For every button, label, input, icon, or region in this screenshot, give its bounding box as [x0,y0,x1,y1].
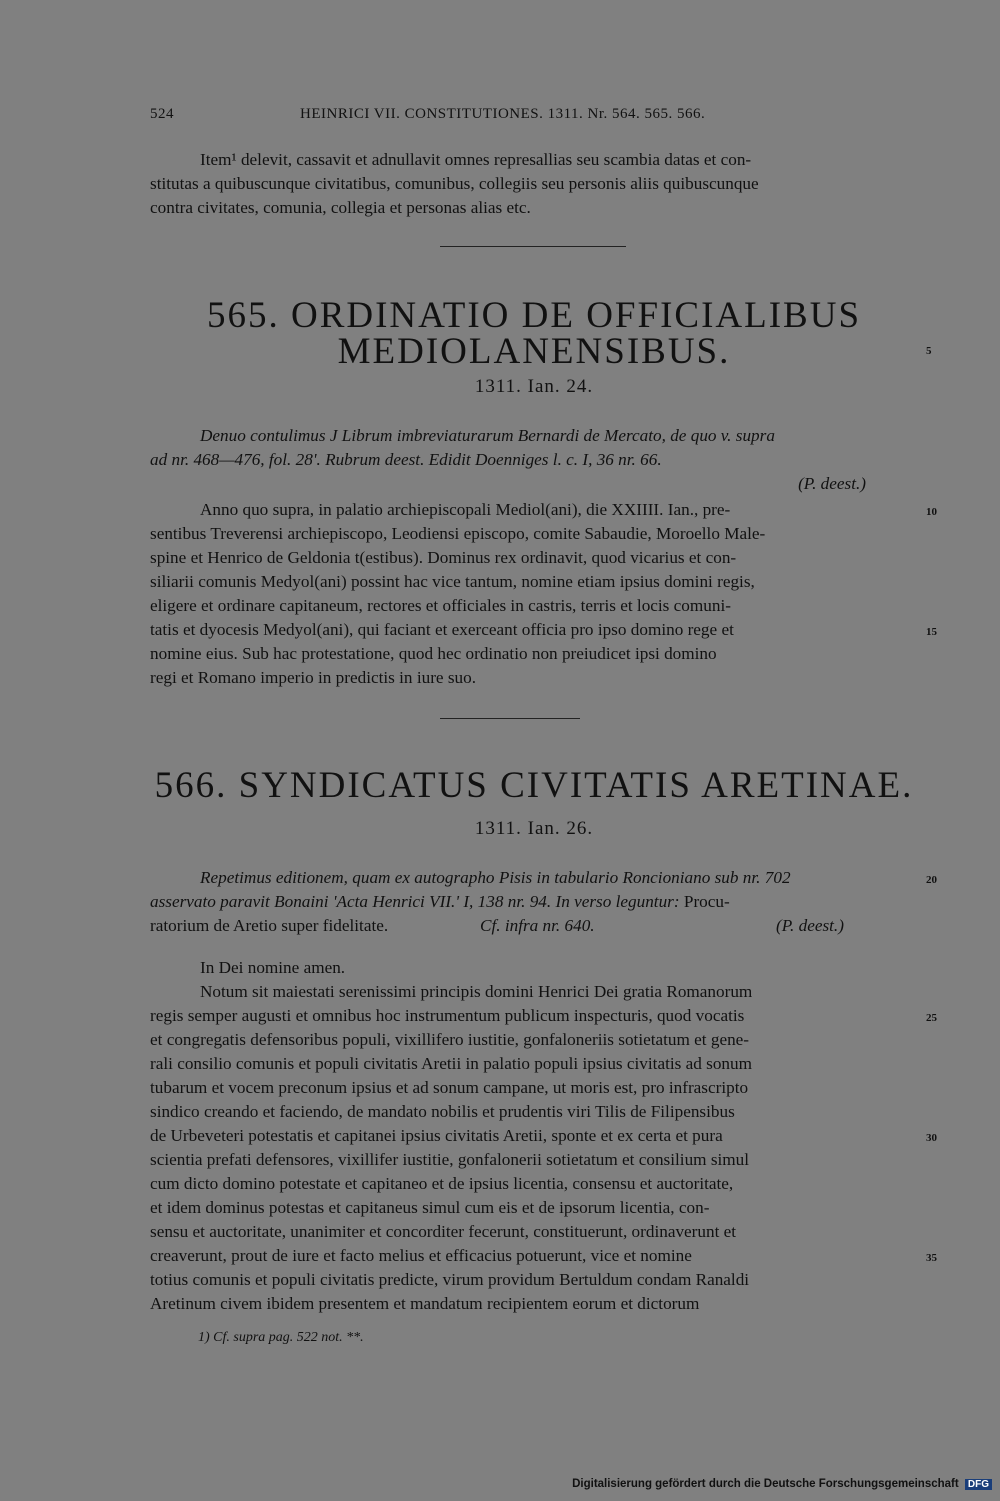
text-line: contra civitates, comunia, collegia et personas alias etc. [150,198,531,217]
text-line: Aretinum civem ibidem presentem et mandatum recipientem eorum et dictorum [150,1294,700,1313]
text-span: Cf. infra nr. 640. [480,916,595,935]
text-line: de Urbeveteri potestatis et capitanei ipsius civitatis Aretii, sponte et ex certa et pura [150,1126,723,1145]
doc566-source-note [150,866,918,938]
digitization-credit [572,1478,992,1490]
text-line: Repetimus editionem, quam ex autographo Pisis in tabulario Roncioniano sub nr. 702 [200,868,791,887]
text-line: et congregatis defensoribus populi, vixillifero iustitie, gonfaloneriis sotietatum et gene- [150,1030,750,1049]
text-span: Procu- [683,892,730,911]
text-line: scientia prefati defensores, vixillifer iustitie, gonfalonerii sotietatum et consilium simul [150,1150,750,1169]
doc566-date: 1311. Ian. 26. [474,818,594,839]
section-divider [440,718,580,719]
text-line: Denuo contulimus J Librum imbreviaturarum Bernardi de Mercato, de quo v. supra [200,426,775,445]
doc566-text [150,956,918,1316]
text-line: tubarum et vocem preconum ipsius et ad sonum campane, ut moris est, pro infrascripto [150,1078,749,1097]
text-span: (P. deest.) [776,916,844,935]
text-line: sindico creando et faciendo, de mandato nobilis et prudentis viri Tilis de Filipensibus [150,1102,735,1121]
doc565-title-line2: MEDIOLANENSIBUS. [337,331,731,372]
text-line: siliarii comunis Medyol(ani) possint hac vice tantum, nomine etiam ipsius domini regis, [150,572,755,591]
line-number: 30 [926,1132,937,1144]
text-line: sentibus Treverensi archiepiscopo, Leodiensi episcopo, comite Sabaudie, Moroello Male- [150,524,766,543]
text-line: creaverunt, prout de iure et facto melius et efficacius potuerunt, vice et nomine [150,1246,692,1265]
text-line: cum dicto domino potestate et capitaneo et de ipsius licentia, consensu et auctoritate, [150,1174,734,1193]
line-number: 25 [926,1012,937,1024]
running-title: HEINRICI VII. CONSTITUTIONES. 1311. Nr. 564. 565. 566. [300,106,706,122]
text-line: regi et Romano imperio in predictis in iure suo. [150,668,477,687]
text-span: ratorium de Aretio super fidelitate. [150,916,389,935]
page-header [150,106,918,130]
dfg-logo: DFG [965,1479,992,1490]
doc565-date: 1311. Ian. 24. [474,376,594,397]
text-line: tatis et dyocesis Medyol(ani), qui faciant et exerceant officia pro ipso domino rege et [150,620,734,639]
text-line: sensu et auctoritate, unanimiter et concorditer fecerunt, constituerunt, ordinaverunt et [150,1222,737,1241]
text-line: In Dei nomine amen. [200,958,346,977]
page-number: 524 [150,106,174,122]
text-line: Anno quo supra, in palatio archiepiscopali Mediol(ani), die XXIIII. Ian., pre- [200,500,731,519]
text-line: Notum sit maiestati serenissimi principis domini Henrici Dei gratia Romanorum [200,982,753,1001]
doc565-source-note [150,424,918,496]
text-line: et idem dominus potestas et capitaneus simul cum eis et de ipsorum licentia, con- [150,1198,710,1217]
line-number: 5 [926,345,932,357]
line-number: 20 [926,874,937,886]
doc566-title: 566. SYNDICATUS CIVITATIS ARETINAE. [154,765,914,806]
text-line: regis semper augusti et omnibus hoc instrumentum publicum inspecturis, quod vocatis [150,1006,745,1025]
item-paragraph [150,148,918,220]
text-line: totius comunis et populi civitatis predicte, virum providum Bertuldum condam Ranaldi [150,1270,750,1289]
text-span: asservato paravit Bonaini 'Acta Henrici VII.' I, 138 nr. 94. In verso leguntur: [150,892,680,911]
text-line: stitutas a quibuscunque civitatibus, comunibus, collegiis seu personis aliis quibuscunque [150,174,759,193]
text-line: eligere et ordinare capitaneum, rectores et officiales in castris, terris et locis comuni- [150,596,731,615]
doc565-text [150,498,918,690]
line-number: 15 [926,626,937,638]
text-line: ad nr. 468—476, fol. 28'. Rubrum deest. Edidit Doenniges l. c. I, 36 nr. 66. [150,450,662,469]
text-line: (P. deest.) [798,474,866,493]
text-line: nomine eius. Sub hac protestatione, quod hec ordinatio non preiudicet ipsi domino [150,644,717,663]
doc565-title-line1: 565. ORDINATIO DE OFFICIALIBUS [206,295,862,336]
text-line: Item¹ delevit, cassavit et adnullavit omnes represallias seu scambia datas et con- [200,150,752,169]
section-divider [440,246,626,247]
footnote: 1) Cf. supra pag. 522 not. **. [198,1330,364,1345]
text-line: rali consilio comunis et populi civitatis Aretii in palatio populi ipsius civitatis ad sonum [150,1054,752,1073]
text-line: spine et Henrico de Geldonia t(estibus). Dominus rex ordinavit, quod vicarius et con- [150,548,737,567]
line-number: 35 [926,1252,937,1264]
digitization-note: Digitalisierung gefördert durch die Deutsche Forschungsgemeinschaft [572,1478,959,1490]
line-number: 10 [926,506,937,518]
